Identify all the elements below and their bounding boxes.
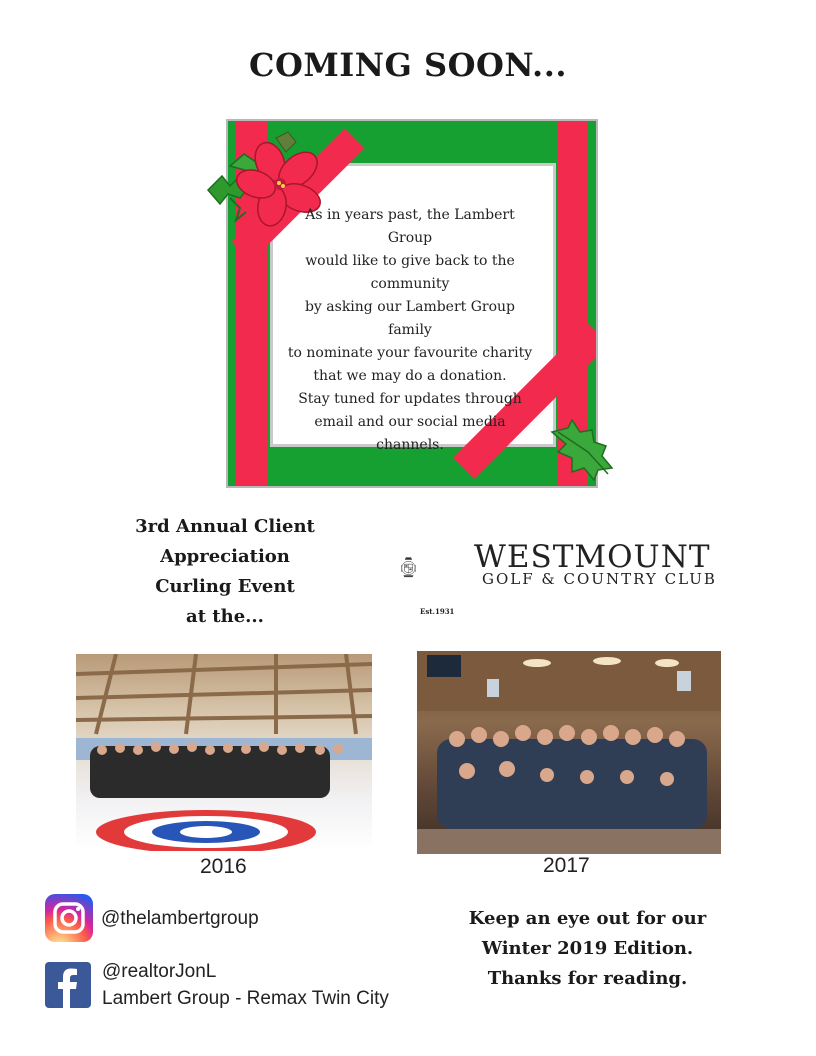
clubhouse-group-photo-icon	[417, 651, 721, 854]
closing-line: Winter 2019 Edition.	[481, 938, 694, 959]
message-line: Stay tuned for updates through	[298, 391, 522, 407]
event-line: Appreciation	[160, 546, 290, 567]
instagram-handle[interactable]: @thelambertgroup	[101, 908, 259, 929]
westmount-crest-icon	[400, 518, 470, 618]
club-subtitle: GOLF & COUNTRY CLUB	[482, 570, 717, 588]
holly-leaf-icon	[548, 418, 618, 484]
message-line: to nominate your favourite charity	[287, 345, 533, 361]
message-line: channels.	[376, 437, 444, 453]
club-name: WESTMOUNT	[474, 539, 711, 575]
message-line: that we may do a donation.	[313, 368, 507, 384]
instagram-icon[interactable]	[45, 894, 93, 942]
facebook-page[interactable]: Lambert Group - Remax Twin City	[102, 988, 389, 1009]
event-line: at the...	[186, 606, 264, 627]
closing-line: Thanks for reading.	[487, 968, 688, 989]
message-line: community	[370, 276, 450, 292]
closing-line: Keep an eye out for our	[468, 908, 707, 929]
photo-2017	[417, 651, 721, 854]
message-line: As in years past, the Lambert Group	[305, 207, 515, 246]
curling-rink-photo-icon	[76, 654, 372, 851]
gift-box-message	[282, 204, 538, 457]
message-line: email and our social media	[314, 414, 506, 430]
event-line: 3rd Annual Client	[135, 516, 315, 537]
event-line: Curling Event	[155, 576, 295, 597]
message-line: by asking our Lambert Group family	[304, 299, 516, 338]
message-line: would like to give back to the	[305, 253, 515, 269]
facebook-icon[interactable]	[45, 962, 91, 1008]
photo-year-2016: 2016	[200, 855, 247, 878]
club-established: Est.1931	[420, 607, 455, 616]
page-title: COMING SOON...	[249, 46, 567, 84]
photo-year-2017: 2017	[543, 854, 590, 877]
event-heading	[130, 512, 320, 632]
closing-message	[450, 904, 725, 994]
facebook-handle[interactable]: @realtorJonL	[102, 961, 217, 982]
photo-2016	[76, 654, 372, 851]
